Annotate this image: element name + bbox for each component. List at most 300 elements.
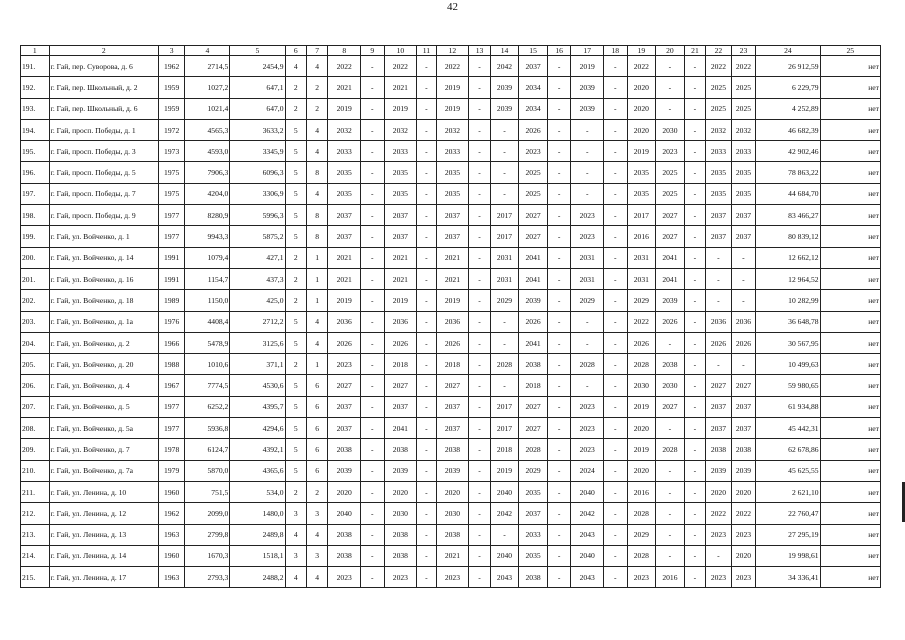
table-cell: 2036 — [328, 311, 361, 332]
table-cell: нет — [820, 56, 880, 77]
table-cell: - — [417, 205, 436, 226]
table-cell: - — [490, 311, 519, 332]
table-cell: 2030 — [627, 375, 656, 396]
table-cell: 2037 — [731, 226, 756, 247]
table-cell: - — [361, 77, 384, 98]
table-cell: - — [361, 56, 384, 77]
table-cell: 208. — [21, 418, 50, 439]
table-cell: г. Гай, просп. Победы, д. 3 — [49, 141, 158, 162]
table-cell: 36 648,78 — [756, 311, 820, 332]
table-cell: - — [417, 247, 436, 268]
table-cell: 2035 — [328, 162, 361, 183]
table-cell: 2037 — [328, 205, 361, 226]
table-cell: 2019 — [627, 396, 656, 417]
table-cell: - — [417, 56, 436, 77]
table-row — [21, 226, 881, 247]
table-cell: 2022 — [627, 311, 656, 332]
table-row — [21, 77, 881, 98]
table-cell: - — [361, 481, 384, 502]
table-cell: - — [547, 460, 570, 481]
table-cell: 2027 — [656, 396, 685, 417]
table-cell: 1480,0 — [230, 503, 285, 524]
table-cell: - — [361, 183, 384, 204]
table-cell: г. Гай, просп. Победы, д. 9 — [49, 205, 158, 226]
table-cell: нет — [820, 396, 880, 417]
table-cell: нет — [820, 332, 880, 353]
table-cell: 2038 — [656, 354, 685, 375]
table-cell: 2035 — [731, 162, 756, 183]
table-cell: г. Гай, ул. Войченко, д. 7 — [49, 439, 158, 460]
table-cell: 1975 — [158, 162, 185, 183]
table-cell: - — [731, 247, 756, 268]
table-cell: - — [604, 162, 627, 183]
table-cell: 2029 — [627, 524, 656, 545]
table-cell: - — [469, 183, 490, 204]
table-cell: нет — [820, 290, 880, 311]
table-cell: - — [417, 460, 436, 481]
table-cell: 2043 — [571, 567, 604, 588]
table-cell: 1988 — [158, 354, 185, 375]
table-cell: 2035 — [519, 481, 548, 502]
table-cell: 2026 — [384, 332, 417, 353]
table-cell: 61 934,88 — [756, 396, 820, 417]
table-row — [21, 460, 881, 481]
table-cell: 2793,3 — [185, 567, 230, 588]
table-cell: 1150,0 — [185, 290, 230, 311]
table-cell: 46 682,39 — [756, 119, 820, 140]
table-cell: - — [656, 98, 685, 119]
table-cell: 2043 — [571, 524, 604, 545]
table-cell: 5 — [285, 439, 306, 460]
table-cell: 2021 — [328, 77, 361, 98]
table-cell: - — [547, 567, 570, 588]
table-cell: 2037 — [706, 226, 732, 247]
table-cell: - — [547, 268, 570, 289]
table-cell: 45 442,31 — [756, 418, 820, 439]
table-cell: 2019 — [436, 98, 469, 119]
table-cell: 198. — [21, 205, 50, 226]
table-cell: 2022 — [627, 56, 656, 77]
table-cell: 2025 — [519, 183, 548, 204]
table-cell: 2028 — [627, 354, 656, 375]
column-header: 23 — [731, 46, 756, 56]
table-cell: 2016 — [656, 567, 685, 588]
table-cell: 2023 — [627, 567, 656, 588]
table-cell: 2019 — [328, 290, 361, 311]
table-cell: - — [361, 567, 384, 588]
column-header: 17 — [571, 46, 604, 56]
table-cell: - — [490, 524, 519, 545]
table-cell: 2017 — [627, 205, 656, 226]
table-cell: - — [469, 354, 490, 375]
table-cell: 6252,2 — [185, 396, 230, 417]
table-cell: 78 863,22 — [756, 162, 820, 183]
table-cell: - — [417, 481, 436, 502]
table-cell: 200. — [21, 247, 50, 268]
table-cell: - — [469, 481, 490, 502]
table-cell: нет — [820, 354, 880, 375]
table-cell: - — [547, 545, 570, 566]
table-cell: - — [571, 311, 604, 332]
table-cell: 83 466,27 — [756, 205, 820, 226]
table-cell: 7774,5 — [185, 375, 230, 396]
table-cell: - — [731, 354, 756, 375]
table-cell: - — [547, 98, 570, 119]
table-cell: нет — [820, 226, 880, 247]
table-cell: - — [361, 247, 384, 268]
table-cell: - — [490, 183, 519, 204]
table-cell: 42 902,46 — [756, 141, 820, 162]
table-cell: 2027 — [731, 375, 756, 396]
table-row — [21, 567, 881, 588]
table-cell: 2023 — [731, 524, 756, 545]
table-cell: - — [684, 567, 705, 588]
table-cell: - — [469, 396, 490, 417]
table-row — [21, 56, 881, 77]
table-cell: - — [361, 503, 384, 524]
table-cell: - — [604, 77, 627, 98]
table-cell: - — [469, 503, 490, 524]
table-cell: 2020 — [627, 119, 656, 140]
table-cell: 2037 — [328, 418, 361, 439]
table-cell: 2019 — [384, 290, 417, 311]
table-cell: - — [604, 503, 627, 524]
table-cell: 1972 — [158, 119, 185, 140]
table-row — [21, 119, 881, 140]
table-cell: 2038 — [384, 524, 417, 545]
table-cell: г. Гай, просп. Победы, д. 5 — [49, 162, 158, 183]
table-cell: 209. — [21, 439, 50, 460]
table-cell: 199. — [21, 226, 50, 247]
table-cell: 206. — [21, 375, 50, 396]
table-cell: 5 — [285, 205, 306, 226]
table-cell: 1960 — [158, 481, 185, 502]
table-cell: - — [547, 418, 570, 439]
table-cell: 2019 — [627, 439, 656, 460]
table-cell: г. Гай, ул. Войченко, д. 14 — [49, 247, 158, 268]
table-cell: 6 — [306, 396, 327, 417]
table-cell: 30 567,95 — [756, 332, 820, 353]
table-cell: - — [361, 162, 384, 183]
table-cell: - — [706, 354, 732, 375]
table-cell: - — [604, 460, 627, 481]
table-cell: 2041 — [519, 268, 548, 289]
table-cell: 2029 — [519, 460, 548, 481]
table-cell: 1 — [306, 354, 327, 375]
table-cell: 2027 — [519, 418, 548, 439]
table-row — [21, 98, 881, 119]
table-cell: - — [469, 311, 490, 332]
table-cell: 27 295,19 — [756, 524, 820, 545]
table-cell: 2025 — [706, 98, 732, 119]
table-cell: - — [417, 119, 436, 140]
table-cell: 2028 — [571, 354, 604, 375]
table-cell: - — [706, 268, 732, 289]
table-cell: - — [656, 418, 685, 439]
table-cell: 4392,1 — [230, 439, 285, 460]
table-row — [21, 290, 881, 311]
table-cell: - — [604, 567, 627, 588]
table-cell: 5996,3 — [230, 205, 285, 226]
table-cell: нет — [820, 268, 880, 289]
table-cell: г. Гай, просп. Победы, д. 1 — [49, 119, 158, 140]
table-cell: - — [547, 375, 570, 396]
table-cell: 2032 — [384, 119, 417, 140]
table-cell: - — [547, 332, 570, 353]
table-cell: 2021 — [384, 268, 417, 289]
table-cell: 2026 — [519, 119, 548, 140]
table-cell: - — [469, 524, 490, 545]
table-cell: 2022 — [706, 503, 732, 524]
table-cell: г. Гай, ул. Войченко, д. 2 — [49, 332, 158, 353]
table-cell: 2018 — [490, 439, 519, 460]
table-cell: 2028 — [490, 354, 519, 375]
table-cell: 2038 — [731, 439, 756, 460]
table-cell: - — [547, 226, 570, 247]
table-cell: - — [731, 268, 756, 289]
table-cell: 2038 — [436, 524, 469, 545]
table-cell: - — [417, 290, 436, 311]
table-cell: 9943,3 — [185, 226, 230, 247]
table-cell: 5 — [285, 311, 306, 332]
table-cell: 2039 — [571, 98, 604, 119]
table-cell: 213. — [21, 524, 50, 545]
table-cell: 2035 — [627, 162, 656, 183]
table-cell: г. Гай, пер. Школьный, д. 2 — [49, 77, 158, 98]
table-cell: 2038 — [384, 545, 417, 566]
table-cell: 2020 — [328, 481, 361, 502]
table-cell: 4294,6 — [230, 418, 285, 439]
table-cell: 2037 — [706, 205, 732, 226]
table-cell: 2038 — [519, 567, 548, 588]
table-cell: - — [361, 396, 384, 417]
table-cell: 1670,3 — [185, 545, 230, 566]
table-cell: 2023 — [571, 418, 604, 439]
table-cell: 2037 — [384, 226, 417, 247]
table-cell: 10 282,99 — [756, 290, 820, 311]
table-cell: г. Гай, ул. Ленина, д. 17 — [49, 567, 158, 588]
column-header: 22 — [706, 46, 732, 56]
table-cell: - — [684, 119, 705, 140]
table-cell: 4 — [306, 311, 327, 332]
table-cell: нет — [820, 418, 880, 439]
table-cell: 2021 — [384, 77, 417, 98]
table-cell: - — [571, 375, 604, 396]
table-cell: - — [604, 439, 627, 460]
table-cell: 2027 — [328, 375, 361, 396]
table-cell: 1977 — [158, 396, 185, 417]
table-cell: 2714,5 — [185, 56, 230, 77]
table-cell: г. Гай, ул. Ленина, д. 12 — [49, 503, 158, 524]
table-cell: 2021 — [384, 247, 417, 268]
table-cell: 2019 — [436, 77, 469, 98]
table-cell: 12 662,12 — [756, 247, 820, 268]
table-cell: 5 — [285, 418, 306, 439]
table-cell: 2021 — [436, 545, 469, 566]
table-cell: 2020 — [627, 98, 656, 119]
table-cell: 2023 — [731, 567, 756, 588]
table-cell: 44 684,70 — [756, 183, 820, 204]
table-cell: 2035 — [384, 183, 417, 204]
table-cell: 2031 — [571, 268, 604, 289]
table-cell: 2032 — [706, 119, 732, 140]
table-cell: 1976 — [158, 311, 185, 332]
table-row — [21, 503, 881, 524]
table-cell: - — [656, 503, 685, 524]
table-cell: - — [656, 77, 685, 98]
table-cell: - — [361, 545, 384, 566]
table-cell: - — [604, 332, 627, 353]
table-cell: - — [604, 183, 627, 204]
table-cell: 1959 — [158, 98, 185, 119]
table-cell: 2036 — [706, 311, 732, 332]
table-cell: 4 — [285, 524, 306, 545]
table-cell: 2037 — [436, 205, 469, 226]
table-cell: 2037 — [436, 418, 469, 439]
table-cell: 2 — [285, 268, 306, 289]
table-cell: - — [469, 332, 490, 353]
table-cell: 2027 — [519, 226, 548, 247]
table-cell: - — [684, 98, 705, 119]
table-cell: 534,0 — [230, 481, 285, 502]
table-cell: 2038 — [436, 439, 469, 460]
table-cell: г. Гай, ул. Ленина, д. 13 — [49, 524, 158, 545]
table-cell: - — [684, 439, 705, 460]
table-cell: - — [684, 77, 705, 98]
table-cell: г. Гай, ул. Войченко, д. 5а — [49, 418, 158, 439]
table-row — [21, 141, 881, 162]
table-cell: 204. — [21, 332, 50, 353]
table-cell: 2027 — [656, 205, 685, 226]
table-cell: 4408,4 — [185, 311, 230, 332]
table-cell: - — [684, 183, 705, 204]
table-cell: 2040 — [490, 545, 519, 566]
table-cell: 2029 — [490, 290, 519, 311]
table-cell: - — [604, 290, 627, 311]
table-cell: 8 — [306, 162, 327, 183]
table-cell: 2039 — [490, 98, 519, 119]
table-cell: 2019 — [384, 98, 417, 119]
table-cell: - — [469, 268, 490, 289]
table-cell: 4 — [306, 567, 327, 588]
table-cell: 2023 — [571, 439, 604, 460]
table-cell: - — [656, 332, 685, 353]
table-cell: - — [604, 226, 627, 247]
table-cell: - — [417, 268, 436, 289]
table-row — [21, 545, 881, 566]
table-cell: 6 229,79 — [756, 77, 820, 98]
table-cell: 3 — [306, 545, 327, 566]
table-cell: 214. — [21, 545, 50, 566]
table-cell: 62 678,86 — [756, 439, 820, 460]
table-cell: 2023 — [519, 141, 548, 162]
table-cell: 2035 — [731, 183, 756, 204]
table-cell: 2037 — [519, 503, 548, 524]
table-cell: - — [361, 439, 384, 460]
column-header: 25 — [820, 46, 880, 56]
table-cell: 2026 — [519, 311, 548, 332]
table-cell: 2041 — [656, 268, 685, 289]
table-cell: 6096,3 — [230, 162, 285, 183]
table-cell: - — [604, 311, 627, 332]
table-cell: 2035 — [436, 162, 469, 183]
table-cell: - — [547, 354, 570, 375]
table-cell: - — [604, 268, 627, 289]
table-cell: 1960 — [158, 545, 185, 566]
table-cell: 1962 — [158, 56, 185, 77]
table-cell: - — [361, 460, 384, 481]
table-cell: 1989 — [158, 290, 185, 311]
table-cell: - — [684, 396, 705, 417]
table-cell: - — [361, 205, 384, 226]
table-cell: 2020 — [627, 418, 656, 439]
table-cell: 2027 — [519, 205, 548, 226]
table-cell: 2038 — [706, 439, 732, 460]
table-cell: 2030 — [436, 503, 469, 524]
table-cell: - — [417, 311, 436, 332]
table-cell: 5 — [285, 183, 306, 204]
table-cell: 2039 — [490, 77, 519, 98]
table-cell: - — [684, 205, 705, 226]
table-cell: - — [706, 247, 732, 268]
table-cell: - — [417, 503, 436, 524]
table-cell: 2021 — [436, 268, 469, 289]
table-cell: 2023 — [436, 567, 469, 588]
table-cell: - — [469, 77, 490, 98]
table-cell: 2039 — [328, 460, 361, 481]
table-cell: 1010,6 — [185, 354, 230, 375]
table-cell: 647,1 — [230, 77, 285, 98]
table-cell: 2036 — [384, 311, 417, 332]
table-cell: 2029 — [571, 290, 604, 311]
table-cell: 2035 — [436, 183, 469, 204]
table-cell: - — [604, 141, 627, 162]
table-cell: - — [361, 141, 384, 162]
table-cell: 2037 — [731, 418, 756, 439]
table-cell: 2036 — [731, 311, 756, 332]
table-cell: 1977 — [158, 205, 185, 226]
table-cell: 2 — [306, 77, 327, 98]
table-cell: 751,5 — [185, 481, 230, 502]
table-cell: 8280,9 — [185, 205, 230, 226]
table-cell: 2454,9 — [230, 56, 285, 77]
table-cell: 2028 — [656, 439, 685, 460]
table-cell: 5 — [285, 332, 306, 353]
table-cell: - — [571, 119, 604, 140]
table-cell: 2037 — [328, 226, 361, 247]
table-cell: нет — [820, 98, 880, 119]
table-cell: 2022 — [731, 56, 756, 77]
table-cell: г. Гай, пер. Школьный, д. 6 — [49, 98, 158, 119]
table-cell: - — [361, 98, 384, 119]
table-cell: 192. — [21, 77, 50, 98]
table-cell: 195. — [21, 141, 50, 162]
table-cell: - — [684, 481, 705, 502]
table-cell: - — [684, 141, 705, 162]
table-cell: - — [361, 354, 384, 375]
table-cell: 2023 — [706, 524, 732, 545]
table-cell: 2018 — [519, 375, 548, 396]
table-cell: г. Гай, просп. Победы, д. 7 — [49, 183, 158, 204]
table-cell: 2033 — [519, 524, 548, 545]
table-cell: - — [571, 162, 604, 183]
table-cell: 5936,8 — [185, 418, 230, 439]
table-cell: 2023 — [384, 567, 417, 588]
table-cell: - — [417, 396, 436, 417]
table-cell: 194. — [21, 119, 50, 140]
table-cell: 5478,9 — [185, 332, 230, 353]
table-cell: - — [547, 205, 570, 226]
